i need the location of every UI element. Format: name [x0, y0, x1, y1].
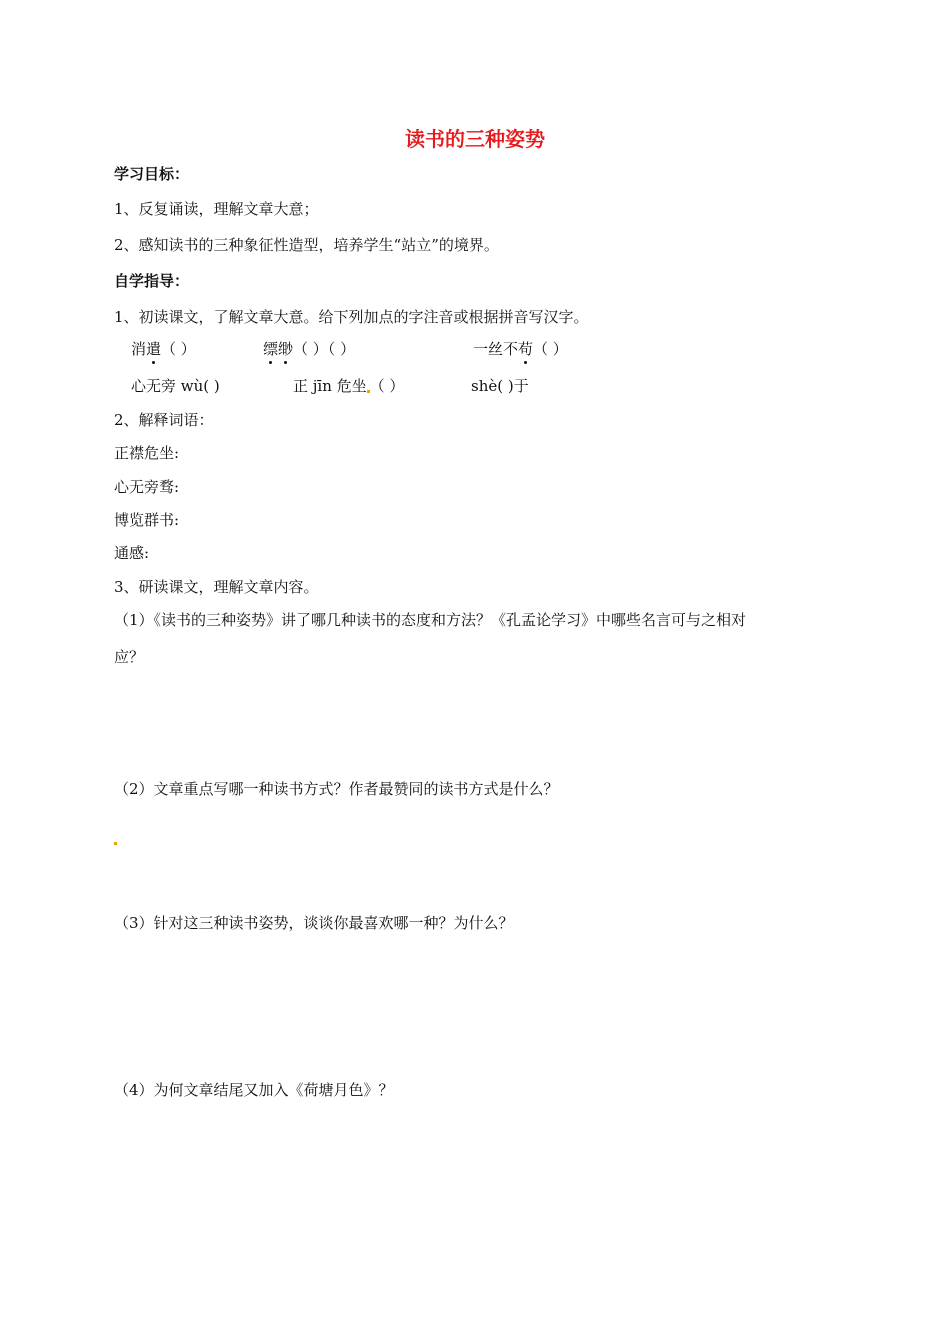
goal-item-1: 1、反复诵读，理解文章大意；	[114, 200, 319, 218]
dotted-char: 缥	[263, 340, 279, 358]
question-1-line-1: （1）《读书的三种姿势》讲了哪几种读书的态度和方法？《孔孟论学习》中哪些名言可与之相对	[114, 611, 747, 629]
answer-blank: （ ）	[369, 377, 405, 395]
term-4: 通感:	[114, 544, 150, 562]
word-piaomiao	[263, 339, 355, 359]
goal-item-2: 2、感知读书的三种象征性造型，培养学生“站立”的境界。	[114, 236, 499, 254]
answer-blank: （ ）	[161, 340, 196, 358]
answer-blank: （ ）	[533, 340, 568, 358]
dotted-char: 苟	[518, 340, 534, 358]
question-1-line-2: 应？	[114, 648, 145, 666]
page-title: 读书的三种姿势	[405, 127, 545, 151]
question-3: （3）针对这三种读书姿势，谈谈你最喜欢哪一种？为什么？	[114, 914, 514, 932]
step-3: 3、研读课文，理解文章内容。	[114, 578, 319, 596]
word-zhengjinweizuo	[293, 376, 404, 396]
term-3: 博览群书:	[114, 511, 180, 529]
goals-heading: 学习目标：	[114, 165, 190, 183]
term-2: 心无旁骛:	[114, 478, 180, 496]
step-1: 1、初读课文，了解文章大意。给下列加点的字注音或根据拼音写汉字。	[114, 308, 589, 326]
answer-blank: （ ）（ ）	[293, 340, 356, 358]
guide-heading: 自学指导：	[114, 272, 190, 290]
word-xinwupangwu: 心无旁 wù( )	[131, 377, 220, 395]
step-2: 2、解释词语：	[114, 411, 214, 429]
word-sheyu: shè( )于	[471, 377, 529, 395]
question-2: （2）文章重点写哪一种读书方式？作者最赞同的读书方式是什么？	[114, 780, 559, 798]
dotted-char: 遣	[146, 340, 162, 358]
word-part: 正 jīn 危坐	[293, 377, 367, 395]
word-part: 一丝不	[473, 340, 519, 358]
question-4: （4）为何文章结尾又加入《荷塘月色》？	[114, 1081, 394, 1099]
word-yisibugou	[473, 339, 568, 359]
term-1: 正襟危坐:	[114, 444, 180, 462]
dotted-char: 缈	[278, 340, 294, 358]
word-xiaoqian	[131, 339, 196, 359]
word-part: 消	[131, 340, 147, 358]
highlight-mark	[114, 842, 117, 845]
